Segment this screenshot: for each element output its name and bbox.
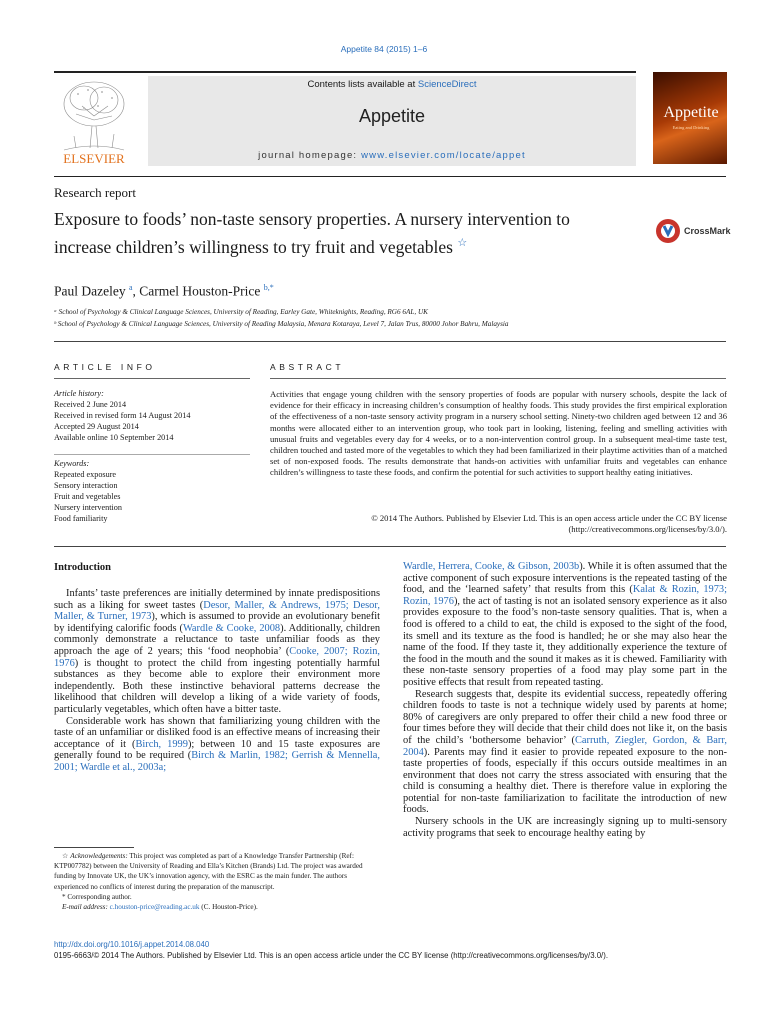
cover-title: Appetite bbox=[663, 104, 719, 121]
title-footnote-star[interactable]: ☆ bbox=[457, 236, 468, 249]
email-link[interactable]: c.houston-price@reading.ac.uk bbox=[109, 903, 200, 912]
affiliation-b: ᵇ School of Psychology & Clinical Language Sciences, University of Reading Malaysia, Menara Kotaraya, Level 7, Jalan Trus, 80000 Johor Bahru, Malaysia bbox=[54, 320, 509, 328]
citation-link[interactable]: Carruth, Ziegler, Gordon, & Barr, 2004 bbox=[403, 734, 727, 758]
affiliation-rule bbox=[54, 341, 726, 342]
paragraph bbox=[54, 588, 380, 716]
footnote-label: Acknowledgements: bbox=[70, 852, 128, 860]
keyword-item: Nursery intervention bbox=[54, 503, 122, 512]
sciencedirect-link[interactable]: ScienceDirect bbox=[417, 79, 477, 90]
publisher-wordmark: ELSEVIER bbox=[63, 151, 125, 166]
text-run: ). Additionally, children commonly demonstrate a reluctance to taste unfamiliar foods as they approach the age of 2 years; this ‘food neophobia’ ( bbox=[54, 622, 381, 657]
top-rule bbox=[54, 71, 636, 73]
paragraph bbox=[54, 716, 380, 774]
history-heading: Article history: bbox=[54, 389, 104, 398]
footnotes bbox=[54, 851, 380, 912]
keyword-item: Food familiarity bbox=[54, 514, 108, 523]
author1-affil-mark[interactable]: a bbox=[128, 283, 133, 292]
history-item: Received in revised form 14 August 2014 bbox=[54, 411, 191, 420]
article-history bbox=[54, 388, 254, 443]
text-run: ) is thought to protect the child from ingesting potentially harmful substances as they become able to explore their environment more independently. Both these instinctive behavioral patterns decrease the likelihood that children will develop a liking of a wide variety of foods, particularly vegetables, which often have a bitter taste. bbox=[54, 657, 380, 715]
title-text: Exposure to foods’ non-taste sensory properties. A nursery intervention to increase children’s willingness to try fruit and vegetables bbox=[54, 209, 570, 257]
email-suffix: (C. Houston-Price). bbox=[199, 903, 258, 912]
body-right-column bbox=[403, 561, 727, 839]
text-run: Considerable work has shown that familiarizing young children with the taste of an unfamiliar or disliked food is an effective means of increasing their acceptance of it ( bbox=[54, 715, 380, 750]
copyright-line-1: © 2014 The Authors. Published by Elsevier Ltd. This is an open access article under the CC BY license bbox=[371, 513, 727, 523]
keywords-rule bbox=[54, 454, 250, 455]
page-footer bbox=[54, 939, 734, 961]
author2-affil-mark[interactable]: b,* bbox=[263, 283, 274, 292]
crossmark-badge[interactable] bbox=[655, 218, 735, 244]
homepage-prefix: journal homepage: bbox=[258, 150, 362, 161]
footnote-text: This project was completed as part of a Knowledge Transfer Partnership (Ref: KTP007782) between the University of Reading and Ella’s Kitchen (Brands) Ltd. The project was awarded funding by Innovate UK, the UK’s innovation agency, with the ESRC as the main funder. The authors experienced no conflicts of interest during the preparation of the manuscript. bbox=[54, 852, 363, 891]
article-title bbox=[54, 208, 614, 259]
author-dazeley: Paul Dazeley bbox=[54, 283, 126, 299]
citation-link[interactable]: Wardle, Herrera, Cooke, & Gibson, 2003b bbox=[403, 561, 580, 572]
text-run: ), which is assumed to provide an evolutionary benefit by identifying calorific foods ( bbox=[54, 611, 380, 634]
article-info-heading: ARTICLE INFO bbox=[54, 362, 156, 372]
introduction-heading: Introduction bbox=[54, 562, 111, 573]
cover-subtitle: Eating and Drinking bbox=[672, 125, 710, 130]
citation-link[interactable]: Desor, Maller, & Andrews, 1975; Desor, Maller, & Turner, 1973 bbox=[54, 599, 380, 623]
corresponding-author-note: * Corresponding author. bbox=[62, 892, 132, 901]
footnote-star: ☆ bbox=[62, 852, 69, 860]
author-separator: , bbox=[132, 283, 140, 299]
keyword-item: Sensory interaction bbox=[54, 481, 118, 490]
citation-link[interactable]: Wardle & Cooke, 2008 bbox=[182, 622, 281, 634]
abstract-end-rule bbox=[54, 546, 726, 547]
keywords-heading: Keywords: bbox=[54, 459, 90, 468]
document-type: Research report bbox=[54, 185, 136, 200]
copyright-license-link[interactable]: (http://creativecommons.org/licenses/by/3.0/). bbox=[568, 524, 727, 535]
text-run: ), the act of tasting is not an isolated sensory experience as it also provides exposure to the food’s non-taste sensory qualities. That is, when a food is offered to a child to eat, the child is exposed to the sight of the food, its smell and its texture as the food is handled; he or she may also hear the name of the food. If they taste it, they additionally experience the texture of the food in the mouth and the sound it makes as it is chewed. Familiarity with these non-taste sensory properties of a food may play some part in the positive effects that result from repeated tasting. bbox=[403, 595, 727, 688]
abstract-text: Activities that engage young children with the sensory properties of foods are popular with nursery schools, despite the lack of evidence for their efficacy in increasing children’s consumption of healthy foods. This study provides the first empirical exploration of the effectiveness of a non-taste sensory activity program in a nursery school setting. Ninety-two children aged between 12 and 36 months were allocated either to an intervention group, who took part in looking, listening, feeling and smelling activities with unusual fruits and vegetables every day for 4 weeks, or to a non-intervention control group. In a subsequent meal-time taste test, children touched and tasted more of the vegetables to which they had been familiarized in their playtime activities than of a matched set of non-exposed foods. The results demonstrate that hands-on activities with unfamiliar fruits and vegetables can enhance children’s willingness to taste these foods, and confirm the potential for such activities to support healthy eating initiatives. bbox=[270, 389, 727, 478]
affiliation-a: ᵃ School of Psychology & Clinical Language Sciences, University of Reading, Earley Gate, Whiteknights, Reading, RG6 6AL, UK bbox=[54, 308, 428, 316]
text-run: Infants’ taste preferences are initially determined by innate predispositions such as a liking for sweet tastes ( bbox=[54, 588, 380, 611]
contents-line bbox=[148, 79, 636, 90]
header-rule bbox=[54, 176, 726, 177]
text-run: ); between 10 and 15 taste exposures are generally found to be required ( bbox=[54, 738, 380, 762]
text-run: ). Parents may find it easier to provide repeated exposure to the non-taste properties of foods, especially if this occurs outside mealtimes in an environment that does not carry the stress associated with ensuring that the child is consuming a healthy diet. There is therefore value in exploring the potential for non-taste familiarization to facilitate the introduction of new foods. bbox=[403, 746, 727, 816]
keywords bbox=[54, 458, 254, 524]
citation-link[interactable]: Birch & Marlin, 1982; Gerrish & Mennella, 2001; Wardle et al., 2003a; bbox=[54, 750, 380, 773]
keyword-item: Fruit and vegetables bbox=[54, 492, 121, 501]
author-list bbox=[54, 283, 274, 300]
author-houston-price: Carmel Houston-Price bbox=[139, 283, 261, 299]
text-run: ). While it is often assumed that the active component of such exposure interventions is the repeated tasting of the food, and the ‘learned safety’ that results from this ( bbox=[403, 561, 728, 596]
abstract-rule bbox=[270, 378, 726, 379]
citation-link[interactable]: Cooke, 2007; Rozin, 1976 bbox=[54, 645, 380, 669]
paragraph bbox=[403, 561, 727, 689]
email-note bbox=[54, 902, 380, 912]
contents-prefix: Contents lists available at bbox=[307, 79, 418, 90]
text-run: Research suggests that, despite its evidential success, repeatedly offering children foods to taste is not a technique widely used by parents at home; 80% of caregivers are only prepared to offer their child a new food three or four times before they will decide that their child does not like it, on the basis of the child’s ‘bothersome behavior’ ( bbox=[403, 688, 727, 746]
elsevier-tree-logo bbox=[54, 76, 134, 166]
journal-homepage bbox=[148, 150, 636, 161]
journal-reference[interactable]: Appetite 84 (2015) 1–6 bbox=[340, 44, 428, 54]
citation-link[interactable]: Kalat & Rozin, 1973; Rozin, 1976 bbox=[403, 584, 727, 607]
history-item: Accepted 29 August 2014 bbox=[54, 422, 139, 431]
history-item: Available online 10 September 2014 bbox=[54, 433, 174, 442]
body-left-column bbox=[54, 588, 380, 774]
crossmark-label: CrossMark bbox=[684, 226, 731, 236]
acknowledgement-footnote bbox=[54, 851, 380, 892]
journal-title: Appetite bbox=[358, 106, 426, 126]
homepage-link[interactable]: www.elsevier.com/locate/appet bbox=[361, 150, 526, 161]
email-label: E-mail address: bbox=[62, 903, 108, 912]
license-line: 0195-6663/© 2014 The Authors. Published by Elsevier Ltd. This is an open access article under the CC BY license (http://creativecommons.org/licenses/by/3.0/). bbox=[54, 951, 608, 960]
abstract-copyright bbox=[270, 513, 727, 535]
paragraph: Nursery schools in the UK are increasingly signing up to multi-sensory activity programs that seek to encourage healthy eating by bbox=[403, 816, 727, 839]
doi-link[interactable]: http://dx.doi.org/10.1016/j.appet.2014.08.040 bbox=[54, 940, 210, 949]
citation-link[interactable]: Birch, 1999 bbox=[135, 738, 188, 750]
abstract-heading: ABSTRACT bbox=[270, 362, 345, 372]
article-info-rule bbox=[54, 378, 250, 379]
history-item: Received 2 June 2014 bbox=[54, 400, 127, 409]
footnote-rule bbox=[54, 847, 134, 848]
keyword-item: Repeated exposure bbox=[54, 470, 117, 479]
paragraph bbox=[403, 689, 727, 817]
